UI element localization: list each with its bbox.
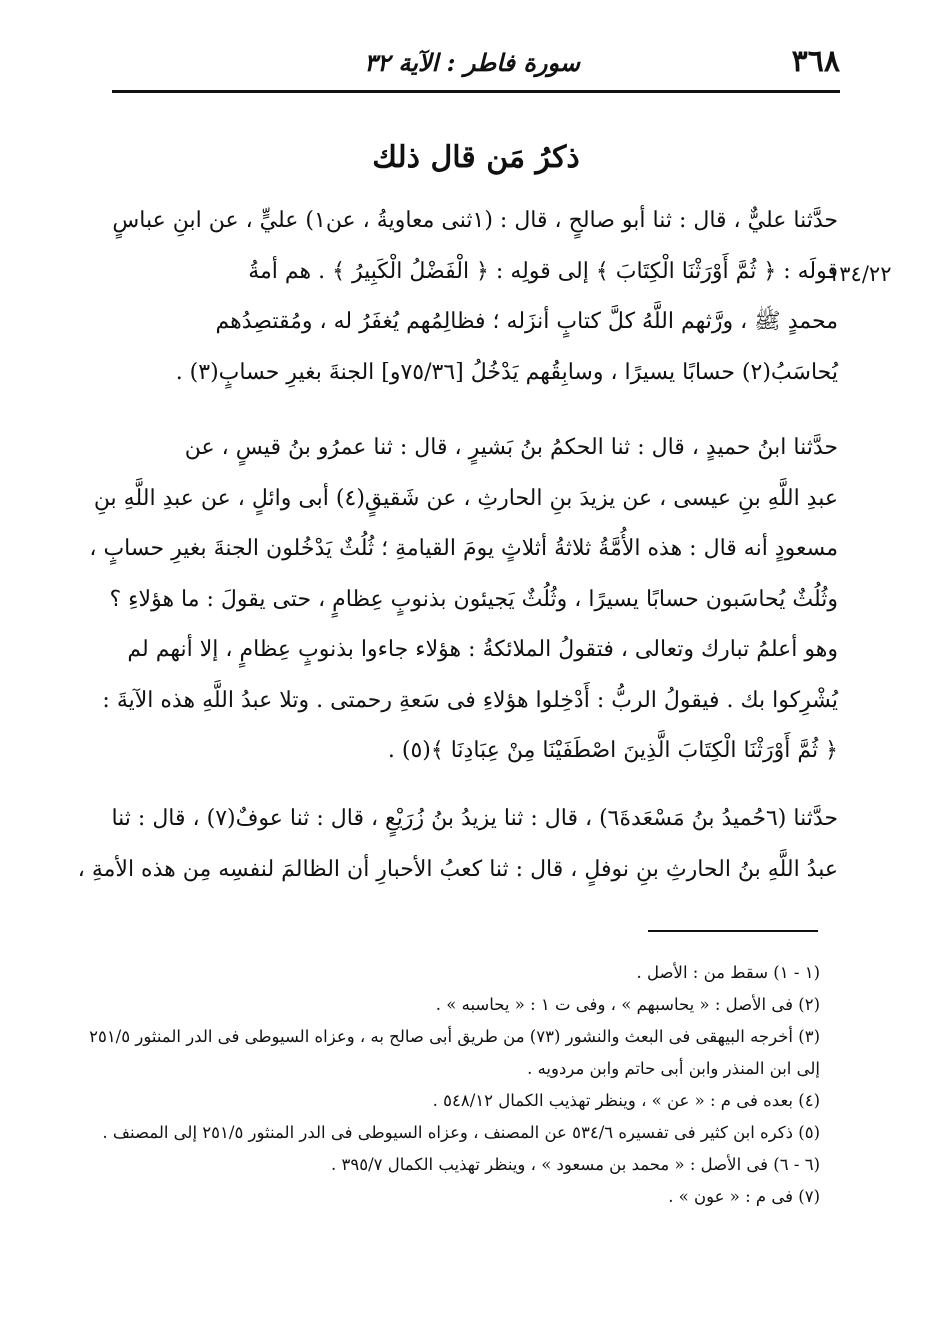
footnote: (٦ - ٦) فى الأصل : « محمد بن مسعود » ، وينظر تهذيب الكمال ٣٩٥/٧ . [331,1155,820,1174]
footnote-continuation: إلى ابن المنذر وابن أبى حاتم وابن مردويه . [527,1059,820,1078]
header-rule [112,90,840,93]
footnote-separator [648,930,818,932]
passage-line: حدَّثنا ابنُ حميدٍ ، قال : ثنا الحكمُ بنُ بَشيرٍ ، قال : ثنا عمرُو بنُ قيسٍ ، عن [184,435,838,460]
passage-line: وهو أعلمُ تبارك وتعالى ، فتقولُ الملائكةُ : هؤلاء جاءوا بذنوبٍ عِظامٍ ، إلا أنهم لم [127,637,838,662]
passage-line: عبدُ اللَّهِ بنُ الحارثِ بنِ نوفلٍ ، قال : ثنا كعبُ الأحبارِ أن الظالمَ لنفسِه مِن هذه الأمةِ ، [77,856,838,882]
passage-1 [108,196,838,398]
passage-2 [89,423,838,777]
passage-line: مسعودٍ أنه قال : هذه الأُمَّةُ ثلاثةُ أثلاثٍ يومَ القيامةِ ؛ ثُلُثٌ يَدْخُلون الجنةَ بغيرِ حسابٍ ، [89,536,838,561]
passage-line: يُشْرِكوا بك . فيقولُ الربُّ : أَدْخِلوا هؤلاءِ فى سَعةِ رحمتى . وتلا عبدُ اللَّهِ هذه الآيةَ : [102,687,838,713]
passage-line: عبدِ اللَّهِ بنِ عيسى ، عن يزيدَ بنِ الحارثِ ، عن شَقيقٍ(٤) أبى وائلٍ ، عن عبدِ اللَّهِ بنِ [93,485,838,511]
passage-line: حدَّثنا (٦حُميدُ بنُ مَسْعَدةَ٦) ، قال : ثنا يزيدُ بنُ زُرَيْعٍ ، قال : ثنا عوفٌ(٧) ، قال : ثنا [111,806,838,831]
passage-3 [77,794,838,895]
passage-line: وثُلُثٌ يُحاسَبون حسابًا يسيرًا ، وثُلُثٌ يَجيئون بذنوبٍ عِظامٍ ، حتى يقولَ : ما هؤلاءِ ؟ [109,586,838,612]
footnote: (٣) أخرجه البيهقى فى البعث والنشور (٧٣) من طريق أبى صالح به ، وعزاه السيوطى فى الدر المنثور ٢٥١/٥ [89,1027,820,1046]
passage-line: ﴿ ثُمَّ أَوْرَثْنَا الْكِتَابَ الَّذِينَ اصْطَفَيْنَا مِنْ عِبَادِنَا ﴾(٥) . [387,738,838,763]
page-number: ٣٦٨ [791,44,840,79]
section-title: ذكرُ مَن قال ذلك [372,140,580,175]
passage-line: حدَّثنا عليٌّ ، قال : ثنا أبو صالحٍ ، قال : (١ثنى معاويةُ ، عن١) عليٍّ ، عن ابنِ عباسٍ [112,208,838,233]
margin-reference: ١٣٤/٢٢ [828,262,892,286]
footnote: (٤) بعده فى م : « عن » ، وينظر تهذيب الكمال ٥٤٨/١٢ . [432,1091,820,1110]
footnote: (٧) فى م : « عون » . [668,1187,820,1206]
passage-line: قولَه : ﴿ ثُمَّ أَوْرَثْنَا الْكِتَابَ ﴾ إلى قولِه : ﴿ الْفَضْلُ الْكَبِيرُ ﴾ . هم أمةُ [248,258,838,284]
footnote: (٢) فى الأصل : « يحاسبهم » ، وفى ت ١ : « يحاسبه » . [435,995,820,1014]
passage-line: يُحاسَبُ(٢) حسابًا يسيرًا ، وسابِقُهم يَدْخُلُ [٧٥/٣٦و] الجنةَ بغيرِ حسابٍ(٣) . [175,359,838,385]
footnote: (٥) ذكره ابن كثير فى تفسيره ٥٣٤/٦ عن المصنف ، وعزاه السيوطى فى الدر المنثور ٢٥١/٥ إلى المصنف . [102,1123,820,1142]
footnotes [89,958,820,1214]
passage-line: محمدٍ ﷺ ، ورَّثهم اللَّهُ كلَّ كتابٍ أنزَله ؛ فظالِمُهم يُغفَرُ له ، ومُقتصِدُهم [215,309,838,334]
footnote: (١ - ١) سقط من : الأصل . [636,963,820,982]
running-head: سورة فاطر : الآية ٣٢ [364,48,580,77]
page-header [112,38,840,88]
